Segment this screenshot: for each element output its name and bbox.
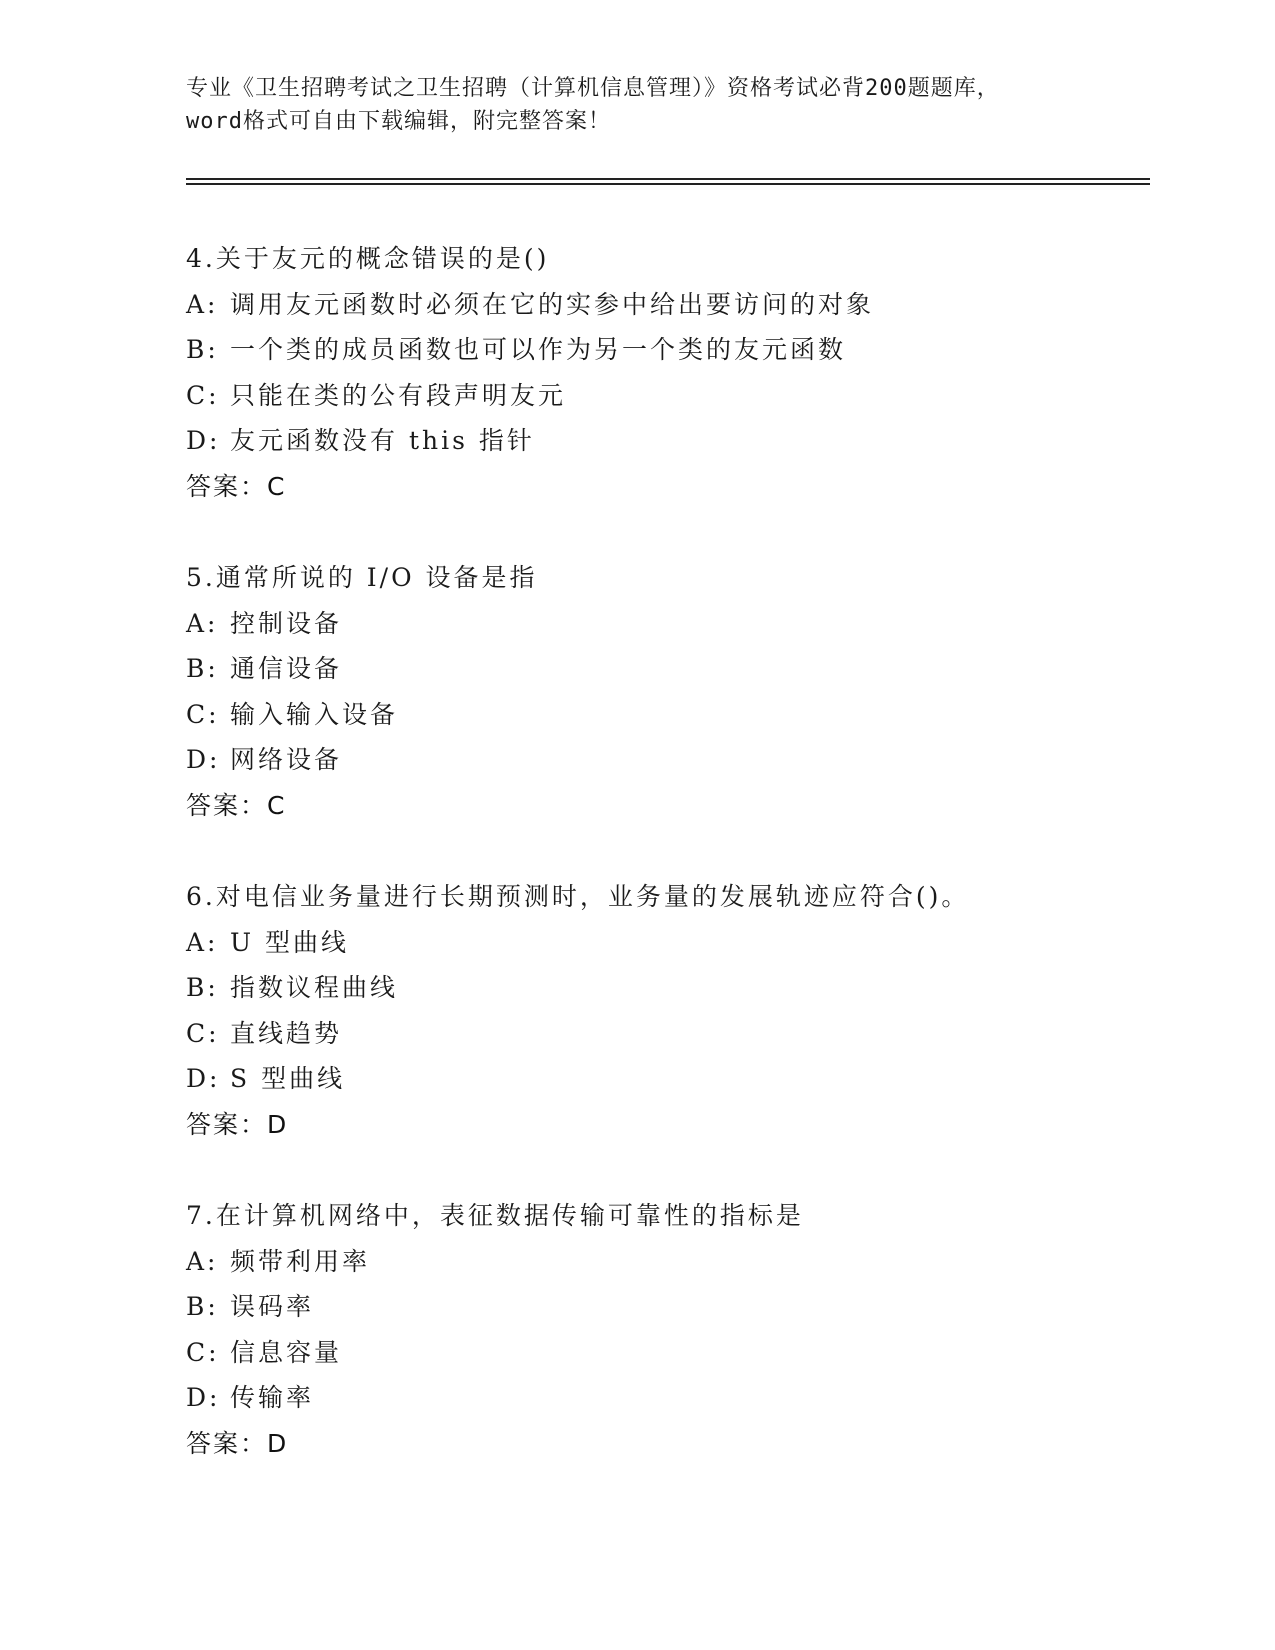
option-key: C: [186, 380, 220, 410]
question-stem: 5.通常所说的 I/O 设备是指 [186, 563, 538, 592]
option-text: 输入输入设备 [230, 699, 399, 729]
header-title-line-1: 专业《卫生招聘考试之卫生招聘（计算机信息管理）》资格考试必背200题题库， [186, 76, 1000, 101]
option-a [186, 1239, 1150, 1285]
option-text: 友元函数没有 this 指针 [230, 426, 535, 455]
option-c [186, 692, 1150, 738]
option-key: D: [186, 1383, 221, 1412]
option-key: A: [186, 927, 219, 957]
option-key: B: [186, 1292, 219, 1321]
option-d [186, 418, 1150, 464]
answer-line: 答案：D [186, 1109, 289, 1139]
option-key: C: [186, 699, 220, 729]
option-key: B: [186, 654, 219, 683]
option-text: 通信设备 [230, 654, 343, 683]
option-text: 调用友元函数时必须在它的实参中给出要访问的对象 [230, 289, 875, 319]
question-5 [186, 555, 1150, 828]
option-b [186, 1284, 1150, 1330]
option-text: U 型曲线 [230, 927, 350, 957]
question-stem: 6.对电信业务量进行长期预测时，业务量的发展轨迹应符合()。 [186, 882, 970, 911]
option-key: C: [186, 1337, 220, 1367]
question-list [186, 236, 1150, 1512]
answer-line: 答案：C [186, 790, 287, 820]
option-key: D: [186, 426, 221, 455]
question-stem: 7.在计算机网络中，表征数据传输可靠性的指标是 [186, 1201, 804, 1230]
option-key: A: [186, 608, 219, 638]
option-a [186, 920, 1150, 966]
option-text: 直线趋势 [230, 1018, 343, 1048]
answer-line: 答案：D [186, 1428, 289, 1458]
header-divider-bottom [186, 183, 1150, 185]
option-c [186, 1330, 1150, 1376]
answer-line: 答案：C [186, 471, 287, 501]
option-key: B: [186, 973, 219, 1002]
option-text: 控制设备 [230, 608, 343, 638]
option-text: 信息容量 [230, 1337, 343, 1367]
option-text: 指数议程曲线 [230, 973, 399, 1002]
option-a [186, 282, 1150, 328]
header-title-line-2: word格式可自由下载编辑，附完整答案！ [186, 109, 611, 134]
option-key: A: [186, 289, 219, 319]
option-c [186, 1011, 1150, 1057]
option-b [186, 965, 1150, 1011]
option-text: 误码率 [230, 1292, 315, 1321]
option-text: 频带利用率 [230, 1246, 371, 1276]
option-key: D: [186, 1064, 221, 1093]
option-d [186, 1375, 1150, 1421]
option-text: 只能在类的公有段声明友元 [230, 380, 567, 410]
option-d [186, 1056, 1150, 1102]
header-divider-top [186, 178, 1150, 180]
question-6 [186, 874, 1150, 1147]
option-d [186, 737, 1150, 783]
document-header [186, 72, 1086, 138]
option-key: C: [186, 1018, 220, 1048]
option-b [186, 327, 1150, 373]
option-text: 传输率 [230, 1383, 315, 1412]
option-c [186, 373, 1150, 419]
option-text: 一个类的成员函数也可以作为另一个类的友元函数 [230, 335, 847, 364]
option-text: S 型曲线 [230, 1064, 346, 1093]
option-key: B: [186, 335, 219, 364]
option-text: 网络设备 [230, 745, 343, 774]
option-key: D: [186, 745, 221, 774]
question-4 [186, 236, 1150, 509]
option-b [186, 646, 1150, 692]
option-a [186, 601, 1150, 647]
option-key: A: [186, 1246, 219, 1276]
question-stem: 4.关于友元的概念错误的是() [186, 244, 550, 273]
question-7 [186, 1193, 1150, 1466]
